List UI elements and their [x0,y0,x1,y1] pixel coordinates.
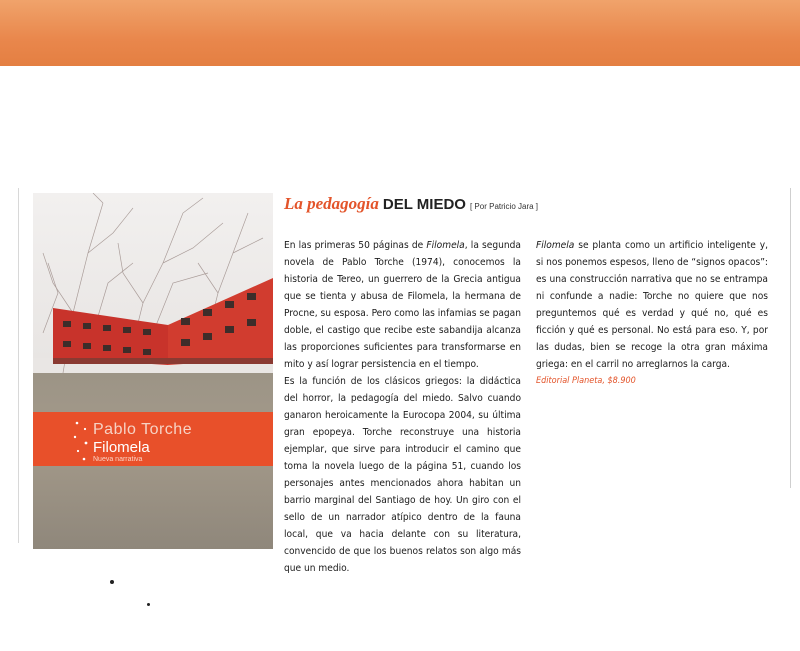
cover-series: Nueva narrativa [93,456,143,463]
headline-caps: DEL MIEDO [382,196,466,213]
cover-title: Filomela [93,439,150,456]
scan-speck [147,603,150,606]
paragraph-3: Filomela se planta como un artificio inteligente y, si nos ponemos espesos, lleno de “signos opacos”: es una construcción narrativa que no se entrampa ni confunde a nadie: Torche no quiere que nos preguntemos qué es verdad y qué no, qué es ficción y qué es personal. No está para eso. Y, por las dudas, bien se recoge la otra gran máxima griega: en el carril no arreglarnos la carga. [536,240,768,370]
star-icon [71,419,91,463]
article-column-1 [284,237,521,577]
paragraph-1: En las primeras 50 páginas de Filomela, la segunda novela de Pablo Torche (1974), conocemos la historia de Tereo, un guerrero de la Grecia antigua que se tienta y abusa de Filomela, la hermana de Procne, su esposa. Pero como las infamias se pagan doble, el castigo que recibe este sabandija alcanza las proporciones suficientes para transformarse en mito y así lograr persistencia en el tiempo. [284,240,521,370]
book-cover-image [33,193,273,549]
scan-speck [110,580,114,584]
headline-italic: La pedagogía [284,194,379,213]
cover-author: Pablo Torche [93,421,193,438]
article-column-2 [536,237,768,390]
paragraph-2: Es la función de los clásicos griegos: la didáctica del horror, la pedagogía del miedo. Salvo cuando ganaron heroicamente la Eurocopa 2004, su última gran epopeya. Torche reconstruye una historia ejemplar, que sirve para introducir el camino que toma la novela luego de la página 51, cuando los personajes antes mencionados ahora habitan un barrio marginal del Santiago de hoy. Un giro con el sello de un narrador atípico dentro de la fauna local, que va hacia delante con su literatura, convencido de que los buenos relatos son algo más que un medio. [284,376,521,574]
top-color-bar [0,0,800,66]
right-divider [790,188,791,488]
book-title-ref: Filomela [536,240,575,251]
article-headline [284,194,538,214]
book-title-ref: Filomela [426,240,465,251]
left-divider [18,188,19,543]
cover-building-illustration [33,273,273,383]
byline: [ Por Patricio Jara ] [469,202,539,211]
price-info: Editorial Planeta, $8.900 [536,376,636,386]
